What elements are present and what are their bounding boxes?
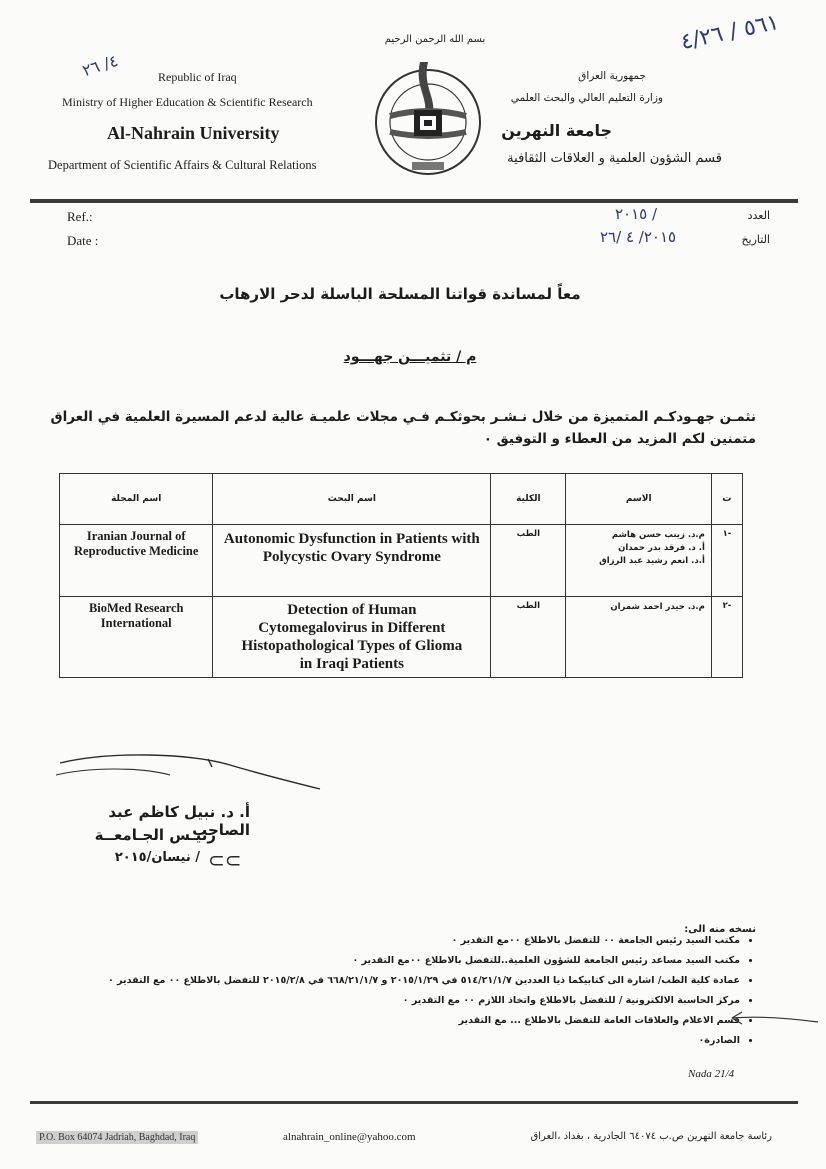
header-college: الكلية bbox=[491, 474, 566, 525]
header-en-ministry: Ministry of Higher Education & Scientific Research bbox=[62, 95, 313, 109]
footer-rule bbox=[30, 1101, 798, 1104]
seq-cell: -٢ bbox=[711, 597, 742, 678]
cc-heading: نسخه منه الى: bbox=[684, 924, 756, 935]
research-table bbox=[59, 473, 743, 678]
journal-cell: Iranian Journal of Reproductive Medicine bbox=[60, 525, 213, 597]
footer-ar-address: رئاسة جامعة النهرين ص.ب ٦٤٠٧٤ الجادرية ، بغداد ،العراق bbox=[530, 1131, 772, 1142]
ar-date-value: ٢٠١٥/ ٤ /٢٦ bbox=[600, 228, 677, 246]
list-item: • الصادرة٠ bbox=[20, 1035, 740, 1046]
list-item: • مركز الحاسبة الالكترونية / للتفضل بالاطلاع واتخاذ اللازم ٠٠ مع التقدير ٠ bbox=[20, 995, 740, 1006]
signature-scribble bbox=[50, 745, 330, 805]
names-cell bbox=[566, 597, 711, 678]
table-header-row bbox=[60, 474, 743, 525]
typist-initials: Nada 21/4 bbox=[688, 1068, 735, 1080]
author-name: أ.د. انعم رشيد عبد الرزاق bbox=[599, 556, 705, 566]
table-row bbox=[60, 525, 743, 597]
header-en-university: Al-Nahrain University bbox=[107, 123, 280, 143]
header-seq: ت bbox=[711, 474, 742, 525]
header-en-department: Department of Scientific Affairs & Cultural Relations bbox=[48, 158, 317, 172]
ar-number-label: العدد bbox=[747, 209, 770, 222]
ref-label: Ref.: bbox=[67, 209, 93, 224]
paragraph-line-2: متمنين لكم المزيد من العطاء و التوفيق ٠ bbox=[483, 431, 756, 447]
handwritten-note-right: ٥٦١ / ٤/٢٦ bbox=[678, 9, 782, 56]
footer-email: alnahrain_online@yahoo.com bbox=[283, 1131, 416, 1143]
ar-number-value: ٢٠١٥ / bbox=[615, 205, 658, 223]
journal-cell: BioMed Research International bbox=[60, 597, 213, 678]
list-item: • عمادة كلية الطب/ اشارة الى كتابيكما ذيا العددين ٥١٤/٢١/١/٧ في ٢٠١٥/١/٢٩ و ٦٦٨/٢١/١/٧ في ٢٠١٥/٢/٨ للتفضل بالاطلاع ٠٠ مع التقدير ٠ bbox=[20, 975, 740, 986]
handwritten-note-left: ٤/ ٢٦ bbox=[79, 50, 121, 81]
cc-handwritten-line bbox=[728, 1008, 820, 1028]
list-item: • مكتب السيد رئيس الجامعة ٠٠ للتفضل بالاطلاع ٠٠مع التقدير ٠ bbox=[20, 935, 740, 946]
seq-cell: -١ bbox=[711, 525, 742, 597]
list-item: • قسم الاعلام والعلاقات العامة للتفضل بالاطلاع ... مع التقدير bbox=[20, 1015, 740, 1026]
date-label: Date : bbox=[67, 233, 99, 248]
signature-day-handwritten: ⊂⊂ bbox=[208, 848, 242, 872]
header-name: الاسم bbox=[566, 474, 711, 525]
university-seal bbox=[372, 58, 484, 176]
author-name: م.د. حيدر احمد شمران bbox=[610, 602, 705, 612]
title-cell: Detection of Human Cytomegalovirus in Different Histopathological Types of Glioma in Iraqi Patients bbox=[213, 597, 491, 678]
paragraph-line-1: نثمـن جهـودكـم المتميزة من خلال نـشـر بحوثكـم فـي مجلات علميـة عالية لدعم المسيرة العلمية في العراق bbox=[50, 409, 756, 425]
header-ar-country: جمهورية العراق bbox=[578, 70, 646, 82]
header-title: اسم البحث bbox=[213, 474, 491, 525]
header-ar-department: قسم الشؤون العلمية و العلاقات الثقافية bbox=[507, 151, 722, 166]
list-item: • مكتب السيد مساعد رئيس الجامعة للشؤون العلمية..للتفضل بالاطلاع ٠٠مع التقدير ٠ bbox=[20, 955, 740, 966]
header-rule bbox=[30, 199, 798, 203]
slogan: معاً لمساندة قواتنا المسلحة الباسلة لدحر الارهاب bbox=[219, 285, 581, 303]
college-cell: الطب bbox=[491, 525, 566, 597]
table-row bbox=[60, 597, 743, 678]
header-en-country: Republic of Iraq bbox=[158, 70, 237, 84]
header-ar-university: جامعة النهرين bbox=[501, 121, 612, 140]
author-name: م.د. زينب حسن هاشم bbox=[611, 530, 705, 540]
names-cell bbox=[566, 525, 711, 597]
cc-list bbox=[20, 935, 756, 1055]
header-journal: اسم المجلة bbox=[60, 474, 213, 525]
signature-date: / نيسان/٢٠١٥ bbox=[114, 850, 200, 865]
signatory-position: رئيـس الجـامعــة bbox=[94, 826, 216, 844]
signatory-name: أ. د. نبيل كاظم عبد الصاحب bbox=[108, 803, 250, 839]
author-name: أ. د. فرقد بدر حمدان bbox=[618, 543, 705, 553]
basmala: بسم الله الرحمن الرحيم bbox=[384, 34, 486, 45]
footer-po-box: P.O. Box 64074 Jadriah, Baghdad, Iraq bbox=[36, 1131, 198, 1144]
title-cell: Autonomic Dysfunction in Patients with Polycystic Ovary Syndrome bbox=[213, 525, 491, 597]
subject-line: م / تثميـــن جهـــود bbox=[343, 349, 477, 365]
college-cell: الطب bbox=[491, 597, 566, 678]
ar-date-label: التاريخ bbox=[741, 233, 770, 246]
header-ar-ministry: وزارة التعليم العالي والبحث العلمي bbox=[510, 92, 663, 104]
